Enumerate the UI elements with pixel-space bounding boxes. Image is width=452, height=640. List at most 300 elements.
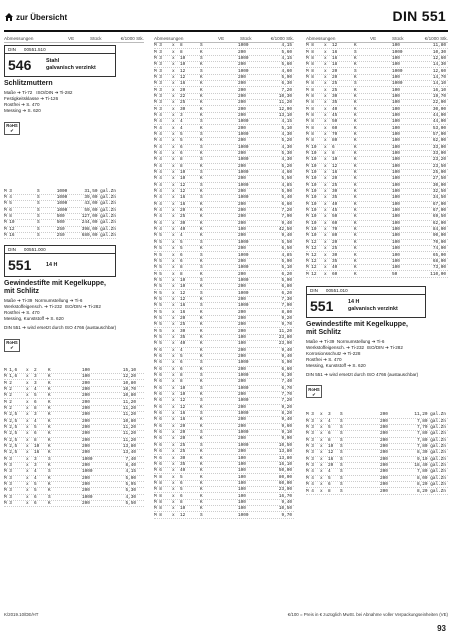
table-cell: 12	[180, 189, 186, 195]
table-cell: S	[36, 207, 40, 213]
table-cell: 127,00 gal.Zn	[81, 214, 116, 220]
table-cell: M 6	[154, 411, 162, 417]
table-cell: 8	[180, 373, 183, 379]
table-cell: x	[324, 252, 327, 258]
table-cell: 5	[328, 475, 331, 481]
table-cell: x	[172, 379, 175, 385]
table-cell: 60	[332, 271, 338, 277]
table-cell: x	[26, 380, 29, 386]
table-cell: 10,80	[122, 393, 136, 399]
table-cell: x	[172, 449, 175, 455]
table-cell: 4,15	[281, 55, 292, 61]
table-cell: 1000	[238, 411, 249, 417]
table-cell: 13,80	[278, 455, 292, 461]
table-cell: x	[324, 176, 327, 182]
table-cell: K	[200, 93, 203, 99]
table-cell: 200	[238, 404, 246, 410]
table-cell: K	[48, 405, 51, 411]
table-cell: M 2,5	[4, 425, 18, 431]
table-cell: M 4	[154, 144, 162, 150]
table-cell: 33,00	[432, 144, 446, 150]
table-cell: x	[172, 93, 175, 99]
table-cell: K	[200, 328, 203, 334]
table-cell: M 3	[4, 469, 12, 475]
table-cell: x	[172, 144, 175, 150]
table-cell: M 2	[4, 393, 12, 399]
table-cell: 16	[332, 55, 338, 61]
table-cell: 9,70	[281, 512, 292, 518]
table-cell: 12	[180, 182, 186, 188]
table-cell: 200	[82, 425, 90, 431]
table-cell: x	[26, 418, 29, 424]
table-cell: x	[324, 74, 327, 80]
table-cell: 10	[180, 170, 186, 176]
table-cell: 60,00	[278, 480, 292, 486]
table-cell: x	[324, 125, 327, 131]
table-cell: 10,30	[432, 49, 446, 55]
table-cell: M 12	[306, 239, 317, 245]
table-cell: K	[200, 354, 203, 360]
table-cell: 9,90	[281, 436, 292, 442]
back-link[interactable]	[4, 12, 67, 22]
table-cell: M 5	[154, 265, 162, 271]
table-cell: K	[200, 151, 203, 157]
table-cell: 100	[392, 208, 400, 214]
table-cell: 100	[392, 151, 400, 157]
table-cell: M 4	[154, 176, 162, 182]
table-cell: 35	[180, 334, 186, 340]
table-cell: M 10	[306, 201, 317, 207]
table-cell: M 5	[154, 239, 162, 245]
table-cell: x	[324, 182, 327, 188]
table-cell: x	[172, 239, 175, 245]
table-cell: 22,00	[432, 100, 446, 106]
table-cell: 200	[82, 444, 90, 450]
table-cell: M 8	[306, 112, 314, 118]
table-cell: 80	[332, 138, 338, 144]
table-cell: 4,85	[281, 252, 292, 258]
table-cell: 200	[380, 444, 388, 450]
table-cell: 200	[238, 315, 246, 321]
table-cell: M 5	[154, 322, 162, 328]
table-cell: 6	[180, 151, 183, 157]
table-cell: S	[340, 488, 343, 494]
table-cell: 27,50	[432, 176, 446, 182]
table-cell: M 5	[154, 328, 162, 334]
table-cell: 200	[82, 437, 90, 443]
table-cell: x	[172, 119, 175, 125]
table-cell: x	[172, 404, 175, 410]
table-cell: M 3	[154, 106, 162, 112]
table-cell: 16	[180, 195, 186, 201]
table-cell: M 3	[154, 100, 162, 106]
table-cell: 250	[56, 226, 65, 232]
table-cell: M 8	[154, 474, 162, 480]
table-cell: x	[172, 506, 175, 512]
table-cell: 18	[332, 62, 338, 68]
table-cell: 10,50	[278, 506, 292, 512]
table-cell: M 5	[154, 277, 162, 283]
table-cell: M 5	[4, 201, 12, 207]
table-cell: S	[340, 450, 343, 456]
table-cell: x	[172, 81, 175, 87]
table-cell: x	[324, 233, 327, 239]
table-cell: 200	[82, 386, 90, 392]
table-cell: M 3	[306, 450, 314, 456]
table-cell: 100	[392, 144, 400, 150]
table-cell: M 2,5	[4, 431, 18, 437]
table-cell: 5,90	[281, 360, 292, 366]
table-cell: 1000	[238, 277, 249, 283]
table-cell: 9,40	[281, 417, 292, 423]
table-cell: K	[200, 138, 203, 144]
table-cell: 100	[392, 252, 400, 258]
header-rule	[4, 30, 448, 32]
table-cell: 5,50	[125, 501, 136, 507]
table-cell: S	[354, 68, 357, 74]
table-cell: M 5	[154, 309, 162, 315]
table-cell: 53,00	[432, 125, 446, 131]
table-cell: x	[172, 461, 175, 467]
table-cell: x	[320, 475, 323, 481]
table-cell: x	[172, 214, 175, 220]
table-cell: x	[324, 239, 327, 245]
table-cell: K	[48, 450, 51, 456]
table-cell: x	[26, 494, 29, 500]
table-cell: K	[354, 182, 357, 188]
table-cell: x	[172, 334, 175, 340]
table-cell: 200	[82, 488, 90, 494]
table-cell: x	[320, 469, 323, 475]
table-cell: 14,70	[432, 74, 446, 80]
table-cell: 1000	[238, 144, 249, 150]
table-cell: 10	[332, 157, 338, 163]
table-cell: 16	[180, 411, 186, 417]
table-cell: S	[340, 463, 343, 469]
table-cell: K	[48, 374, 51, 380]
table-cell: M 5	[154, 296, 162, 302]
table-cell: 10,50	[278, 442, 292, 448]
price-table-551-mid	[154, 43, 294, 519]
table-cell: x	[172, 480, 175, 486]
table-cell: 10,80	[122, 418, 136, 424]
table-cell: 200	[82, 450, 90, 456]
table-cell: x	[172, 112, 175, 118]
table-cell: M 3	[4, 501, 12, 507]
table-cell: 6	[328, 482, 331, 488]
table-cell: 16,70	[278, 493, 292, 499]
table-cell: S	[36, 195, 40, 201]
table-cell: x	[26, 412, 29, 418]
table-cell: K	[48, 463, 51, 469]
table-cell: 680,00 gal.Zn	[81, 233, 116, 239]
table-cell: K	[354, 125, 357, 131]
table-cell: x	[324, 195, 327, 201]
table-cell: M 3	[154, 62, 162, 68]
table-cell: 200	[238, 423, 246, 429]
table-cell: 200	[380, 456, 388, 462]
table-cell: M 2,5	[4, 418, 18, 424]
table-cell: M 3	[306, 456, 314, 462]
table-cell: x	[324, 87, 327, 93]
table-cell: M 3	[306, 412, 314, 418]
table-cell: K	[354, 246, 357, 252]
table-cell: K	[354, 258, 357, 264]
table-cell: x	[26, 399, 29, 405]
table-cell: M 8	[306, 93, 314, 99]
table-cell: x	[172, 360, 175, 366]
table-cell: 200	[82, 463, 90, 469]
table-cell: K	[200, 461, 203, 467]
table-cell: x	[172, 398, 175, 404]
table-cell: K	[200, 404, 203, 410]
table-cell: 200	[238, 417, 246, 423]
table-cell: K	[354, 62, 357, 68]
table-cell: M 2	[4, 386, 12, 392]
table-cell: K	[354, 189, 357, 195]
table-cell: x	[172, 106, 175, 112]
table-cell: 5,50	[281, 239, 292, 245]
table-cell: x	[172, 68, 175, 74]
table-cell: 100	[392, 62, 400, 68]
table-cell: 10	[328, 444, 334, 450]
table-cell: 7,20	[281, 398, 292, 404]
table-cell: K	[354, 55, 357, 61]
table-cell: x	[324, 43, 327, 49]
table-cell: x	[172, 354, 175, 360]
table-cell: K	[354, 239, 357, 245]
table-cell: K	[48, 488, 51, 494]
table-cell: M 2,5	[4, 450, 18, 456]
table-cell: S	[340, 418, 343, 424]
table-cell: 200	[238, 189, 246, 195]
table-cell: 16	[180, 201, 186, 207]
table-cell: 5	[34, 425, 37, 431]
table-cell: 500	[56, 214, 65, 220]
table-cell: M 10	[306, 227, 317, 233]
table-cell: K	[354, 106, 357, 112]
table-cell: 25	[332, 182, 338, 188]
table-cell: M 6	[154, 373, 162, 379]
table-cell: 100	[238, 334, 246, 340]
table-cell: 16	[332, 49, 338, 55]
table-cell: K	[48, 399, 51, 405]
table-cell: 10,70	[122, 386, 136, 392]
table-cell: 200	[238, 93, 246, 99]
table-cell: 9,20	[281, 404, 292, 410]
table-cell: 5	[34, 488, 37, 494]
table-cell: 200	[238, 392, 246, 398]
table-cell: 244,00 gal.Zn	[81, 220, 116, 226]
table-cell: K	[48, 475, 51, 481]
table-cell: K	[200, 87, 203, 93]
table-cell: M 4	[154, 125, 162, 131]
table-cell: x	[26, 475, 29, 481]
table-cell: S	[340, 412, 343, 418]
table-cell: K	[48, 437, 51, 443]
table-cell: 8	[328, 488, 331, 494]
table-cell: 4	[328, 469, 331, 475]
table-cell: M 4	[306, 469, 314, 475]
table-cell: 6,30	[281, 81, 292, 87]
table-cell: 5,00	[125, 475, 136, 481]
table-cell: 74,00	[432, 246, 446, 252]
table-cell: 8	[332, 151, 335, 157]
table-cell: 45	[332, 112, 338, 118]
table-cell: 200	[82, 482, 90, 488]
table-cell: K	[48, 444, 51, 450]
table-cell: x	[320, 412, 323, 418]
table-cell: x	[324, 81, 327, 87]
table-cell: x	[324, 246, 327, 252]
table-cell: 6	[180, 493, 183, 499]
table-cell: K	[354, 227, 357, 233]
table-cell: M 2	[4, 399, 12, 405]
table-cell: 1000	[238, 303, 249, 309]
table-cell: M 6	[154, 468, 162, 474]
table-cell: 11,20 gal.Zn	[414, 412, 446, 418]
table-cell: 200	[238, 322, 246, 328]
table-cell: K	[200, 392, 203, 398]
table-cell: x	[172, 290, 175, 296]
table-cell: 5,20	[281, 138, 292, 144]
table-cell: M 3	[154, 49, 162, 55]
table-cell: 11,20	[122, 425, 136, 431]
table-cell: K	[48, 425, 51, 431]
table-cell: 35	[332, 100, 338, 106]
table-cell: x	[172, 189, 175, 195]
table-cell: 200	[82, 380, 90, 386]
table-cell: K	[200, 366, 203, 372]
table-cell: M 8	[306, 68, 314, 74]
table-cell: 7,90	[281, 303, 292, 309]
table-cell: M 10	[306, 151, 317, 157]
table-cell: K	[200, 201, 203, 207]
table-cell: K	[200, 449, 203, 455]
table-cell: S	[36, 188, 40, 194]
table-cell: 67,00	[432, 208, 446, 214]
table-cell: 200	[82, 412, 90, 418]
table-cell: x	[172, 474, 175, 480]
table-cell: M 10	[306, 182, 317, 188]
table-cell: 200	[238, 449, 246, 455]
table-cell: M 3	[154, 81, 162, 87]
table-cell: K	[200, 62, 203, 68]
table-cell: K	[354, 195, 357, 201]
table-cell: 65,00	[432, 252, 446, 258]
table-cell: 45	[332, 208, 338, 214]
table-cell: M 1,6	[4, 374, 18, 380]
table-cell: x	[172, 220, 175, 226]
table-cell: M 4	[306, 482, 314, 488]
table-cell: K	[200, 474, 203, 480]
table-cell: x	[172, 468, 175, 474]
table-cell: 200	[82, 475, 90, 481]
table-cell: 11,20	[122, 431, 136, 437]
table-cell: x	[172, 436, 175, 442]
table-cell: 1000	[56, 201, 68, 207]
table-cell: M 6	[154, 347, 162, 353]
table-cell: 25	[332, 87, 338, 93]
table-cell: x	[172, 309, 175, 315]
table-cell: 5,90	[281, 74, 292, 80]
table-cell: x	[172, 227, 175, 233]
table-cell: 5,95	[125, 482, 136, 488]
table-cell: M 4	[154, 208, 162, 214]
table-cell: M 3	[154, 87, 162, 93]
table-cell: 200	[238, 347, 246, 353]
table-cell: 10	[180, 392, 186, 398]
table-cell: K	[200, 220, 203, 226]
table-cell: 200	[238, 49, 246, 55]
table-cell: 6,50	[281, 246, 292, 252]
table-cell: x	[172, 138, 175, 144]
product-box-546: DIN 00551.510 546 Stahl galvanisch verzinkt	[4, 45, 116, 77]
right-column: Abmessungen VE Stück €/1000 Stk. M 8 x 12 K 100 11,80 M 8 x 16 S 1000 10,30 M 8 x 16 K 100 12,60 M 8 x 18 K 100 14,30 M 8 x 20 S 1000 12,60 M 8 x 20 K 100 14,70 M 8 x 25 S 1000 14,10 M 8 x 25 K 100 16,10 M 8 x 30 K 100 19,70 M 8 x 35 K 100 22,00 M 8 x 40 K 100 30,00 M 8 x 45 K 100 44,00 M 8 x 50 K 100 44,00 M 8 x 60 K 100 53,00 M 8 x 70 K 100 57,00 M 8 x 80 K 100 62,00 M 10 x 6 K 100 33,00 M 10 x 8 K 100 33,00 M 10 x 10 K 100 23,20 M 10 x 12 K 100 23,50 M 10 x 16 K 100 25,00 M 10 x 20 K 100 27,50 M 10 x 25 K 100 30,00 M 10 x 30 K 100 32,50 M 10 x 35 K 100 34,50 M 10 x 40 K 100 67,00 M 10 x 45 K 100 67,00 M 10 x 50 K 100 69,50 M 10 x 60 K 100 62,00 M 10 x 70 K 100 84,00 M 10 x 80 K 100 90,00 M 12 x 20 K 100 70,00 M 12 x 25 K 100 74,00 M 12 x 30 K 100 65,00 M 12 x 35 K 100 68,00 M 12 x 40 K 100 73,00 M 12 x 60 K 50 110,00 DIN 00551.010 551 14 H galvanisch verzinkt Gewindestifte mit Kegelkuppe, mit Schlitz Maße ➔ Ti-39 Normumstellung ➔ Ti-6 Werkstoffeigensch. ➔ Ti-232 ISO/DIN ➔ Ti-282 Korrosionsschutz ➔ Ti-228 Rostfrei ➔ S. 470 Messing, Kunststoff ➔ S. 620 DIN 551 ➔ wird ersetzt durch ISO 4766 (austauschbar) RoHS ✔ M 3 x 3 S 200 11,20 gal.Zn M 3 x 4 S 200 7,80 gal.Zn M 3 x 5 S 200 7,70 gal.Zn M 3 x 6 S 200 7,80 gal.Zn M 3 x 8 S 200 7,80 gal.Zn M 3 x 10 S 200 7,80 gal.Zn M 3 x 12 S 200 8,30 gal.Zn M 3 x 16 S 200 9,10 gal.Zn M 3 x 20 S 200 18,40 gal.Zn M 4 x 4 S 200 7,80 gal.Zn M 4 x 5 S 200 8,00 gal.Zn M 4 x 6 S 200 8,20 gal.Zn M 4 x 8 S 200 8,20 gal.Zn	[306, 35, 448, 494]
table-cell: x	[324, 163, 327, 169]
table-cell: 30	[332, 93, 338, 99]
table-cell: M 3	[306, 425, 314, 431]
table-cell: 100	[392, 55, 400, 61]
table-cell: x	[172, 163, 175, 169]
table-cell: 4,60	[281, 68, 292, 74]
table-cell: M 3	[154, 93, 162, 99]
table-cell: 9,60	[281, 423, 292, 429]
table-cell: M 4	[154, 182, 162, 188]
table-cell: x	[172, 417, 175, 423]
table-cell: 31,50 gal.Zn	[84, 188, 116, 194]
table-cell: 100	[238, 474, 246, 480]
table-cell: S	[200, 195, 203, 201]
table-cell: 11,20	[122, 405, 136, 411]
price-table-551-right	[306, 43, 448, 278]
table-cell: 40	[332, 265, 338, 271]
table-cell: 7,30	[281, 296, 292, 302]
table-cell: 100	[392, 163, 400, 169]
table-cell: 200	[238, 125, 246, 131]
table-cell: 5,40	[281, 195, 292, 201]
table-cell: 10	[180, 385, 186, 391]
table-cell: M 4	[154, 195, 162, 201]
table-cell: x	[320, 444, 323, 450]
table-cell: S	[340, 456, 343, 462]
table-cell: 100	[392, 189, 400, 195]
table-cell: S	[200, 385, 203, 391]
table-cell: x	[26, 450, 29, 456]
table-cell: 200	[380, 469, 388, 475]
table-cell: 100	[238, 499, 246, 505]
table-row	[4, 233, 116, 239]
table-cell: 20	[332, 239, 338, 245]
table-cell: 42,50	[278, 227, 292, 233]
table-cell: M 16	[4, 233, 15, 239]
table-cell: M 4	[154, 220, 162, 226]
table-cell: M 3	[4, 494, 12, 500]
table-cell: 6	[180, 144, 183, 150]
table-cell: K	[200, 74, 203, 80]
table-cell: M 3	[4, 188, 12, 194]
table-row	[154, 512, 294, 518]
table-cell: 43,00 gal.Zn	[84, 201, 116, 207]
table-cell: x	[26, 386, 29, 392]
table-cell: 6	[180, 252, 183, 258]
table-cell: 200	[238, 112, 246, 118]
table-cell: 3	[34, 412, 37, 418]
table-cell: 5	[180, 138, 183, 144]
table-cell: 1000	[238, 373, 249, 379]
table-cell: x	[26, 425, 29, 431]
table-cell: 12,60	[432, 68, 446, 74]
